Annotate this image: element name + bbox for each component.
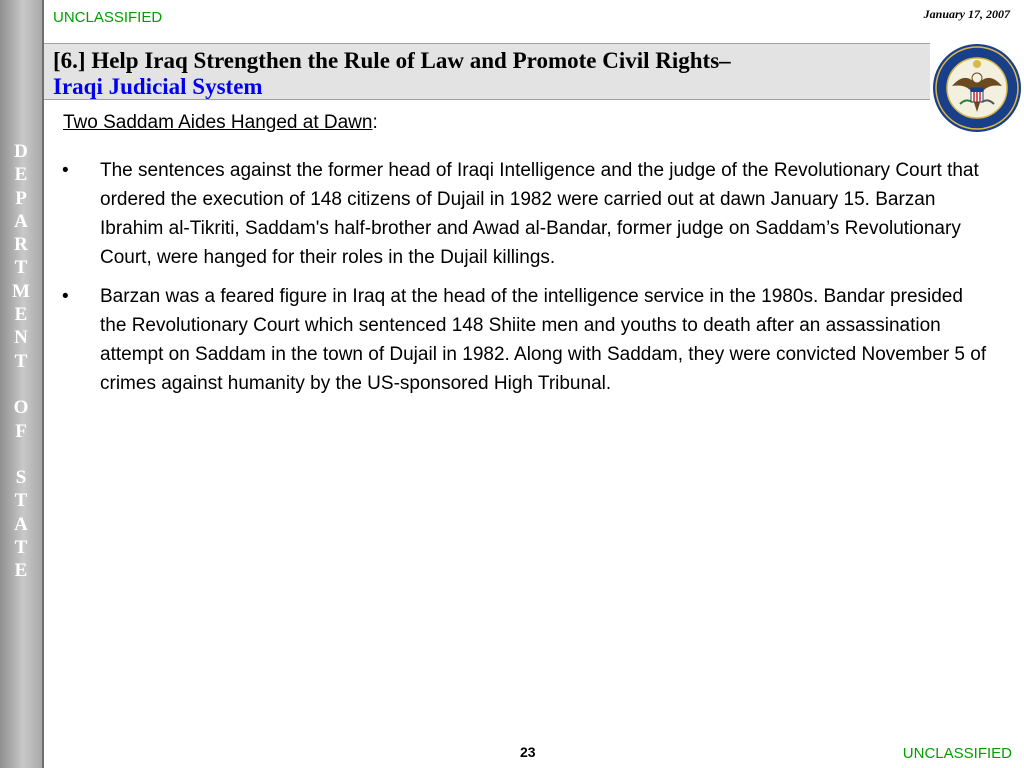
bullet-list — [60, 156, 990, 408]
sidebar-vertical-text — [0, 140, 42, 583]
list-item — [60, 282, 990, 398]
sidebar-letter: P — [15, 187, 27, 209]
section-subheading — [63, 112, 378, 134]
classification-marking-top: UNCLASSIFIED — [53, 9, 163, 26]
department-of-state-seal-icon — [930, 42, 1024, 134]
list-item — [60, 156, 990, 272]
bullet-glyph: • — [62, 286, 69, 307]
sidebar-letter: A — [14, 513, 28, 535]
bullet-text: The sentences against the former head of Iraqi Intelligence and the judge of the Revolutionary Court that ordered the execution of 148 citizens of Dujail in 1982 were carried out at dawn January 15. Barzan Ibrahim al-Tikriti, Saddam's half-brother and Awad al-Bandar, former judge on Saddam’s Revolutionary Court, were hanged for their roles in the Dujail killings. — [100, 160, 979, 268]
slide-date: January 17, 2007 — [923, 7, 1010, 21]
sidebar-letter: T — [14, 257, 28, 279]
slide-title: [6.] Help Iraq Strengthen the Rule of Law and Promote Civil Rights– — [53, 48, 731, 73]
subheading-text: Two Saddam Aides Hanged at Dawn — [63, 112, 373, 133]
sidebar-letter: R — [14, 234, 28, 256]
sidebar-letter: E — [14, 304, 28, 326]
sidebar-letter: T — [14, 490, 28, 512]
bullet-glyph: • — [62, 160, 69, 181]
sidebar-letter: T — [14, 537, 28, 559]
sidebar-letter: N — [14, 327, 28, 349]
classification-marking-bottom: UNCLASSIFIED — [902, 745, 1012, 762]
sidebar-letter: F — [15, 420, 27, 442]
sidebar-letter: E — [14, 560, 28, 582]
sidebar-banner — [0, 0, 44, 768]
slide-subtitle: Iraqi Judicial System — [53, 74, 263, 99]
sidebar-letter: E — [14, 164, 28, 186]
sidebar-letter: A — [14, 210, 28, 232]
title-band — [44, 43, 930, 100]
page-number: 23 — [520, 744, 536, 760]
bullet-text: Barzan was a feared figure in Iraq at the head of the intelligence service in the 1980s. Bandar presided the Revolutionary Court which sentenced 148 Shiite men and youths to death after an assassination attempt on Saddam in the town of Dujail in 1982. Along with Saddam, they were convicted November 5 of crimes against humanity by the US-sponsored High Tribunal. — [100, 286, 987, 394]
sidebar-letter: D — [14, 141, 28, 162]
sidebar-letter: O — [13, 397, 29, 419]
sidebar-letter: T — [14, 350, 28, 372]
sidebar-letter: S — [15, 467, 27, 489]
subheading-colon: : — [372, 112, 378, 133]
sidebar-letter: M — [12, 280, 30, 302]
